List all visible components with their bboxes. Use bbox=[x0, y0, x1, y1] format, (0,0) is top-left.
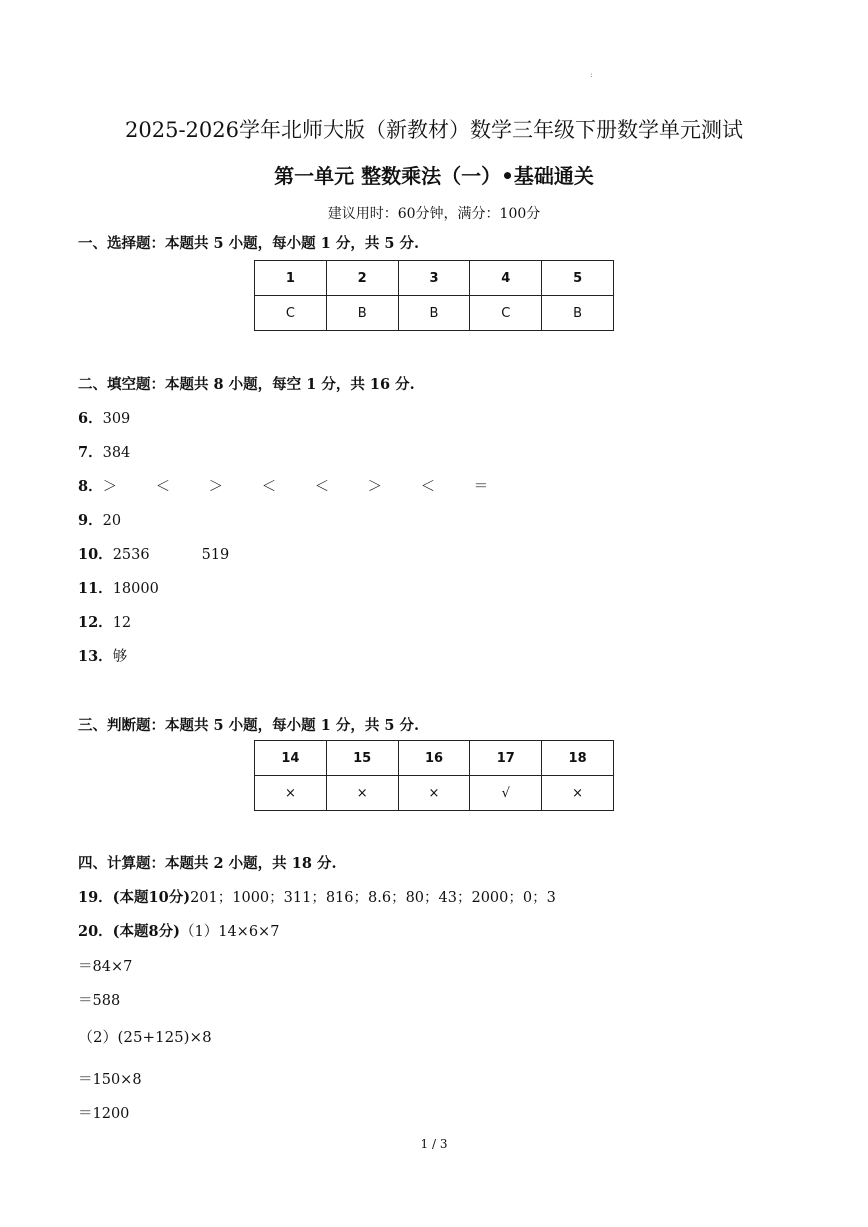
table-answer-cell: × bbox=[255, 776, 327, 811]
comparison-symbol: ＜ bbox=[314, 479, 330, 495]
comparison-symbol: ＞ bbox=[208, 479, 224, 495]
calc-step: ＝150×8 bbox=[78, 1072, 142, 1088]
calc-step: （2）(25+125)×8 bbox=[78, 1028, 212, 1046]
answer-line-11 bbox=[78, 577, 159, 598]
calc-step: ＝588 bbox=[78, 993, 121, 1009]
answer-text: 20 bbox=[102, 513, 122, 529]
table-answer-row bbox=[255, 776, 614, 811]
page-title: 2025-2026学年北师大版（新教材）数学三年级下册数学单元测试 bbox=[125, 118, 743, 142]
answer-line-6 bbox=[78, 407, 130, 428]
question-number: 12． bbox=[78, 614, 113, 631]
answer-line-9 bbox=[78, 509, 121, 530]
table-answer-cell: B bbox=[398, 296, 470, 331]
table-header-cell: 16 bbox=[398, 741, 470, 776]
comparison-symbol: ＜ bbox=[420, 479, 436, 495]
comparison-symbol: ＝ bbox=[473, 479, 489, 495]
table-answer-cell: × bbox=[326, 776, 398, 811]
comparison-symbol: ＞ bbox=[367, 479, 383, 495]
comparison-symbol: ＞ bbox=[102, 479, 118, 495]
section-1-heading: 一、选择题：本题共 5 小题，每小题 1 分，共 5 分. bbox=[78, 235, 420, 252]
table-header-cell: 18 bbox=[542, 741, 614, 776]
question-number: 9． bbox=[78, 512, 103, 529]
table-header-cell: 3 bbox=[398, 261, 470, 296]
table-header-cell: 15 bbox=[326, 741, 398, 776]
answer-text: 519 bbox=[201, 547, 230, 563]
table-header-cell: 4 bbox=[470, 261, 542, 296]
table-answer-cell: B bbox=[326, 296, 398, 331]
comparison-symbol: ＜ bbox=[261, 479, 277, 495]
answer-line-12 bbox=[78, 611, 131, 632]
answer-text: 384 bbox=[102, 445, 131, 461]
table-answer-cell: × bbox=[542, 776, 614, 811]
answer-text: 201；1000；311；816；8.6；80；43；2000；0；3 bbox=[190, 890, 556, 906]
page-number: 1 / 3 bbox=[420, 1137, 448, 1151]
table-header-row bbox=[255, 741, 614, 776]
page-subtitle: 第一单元 整数乘法（一）•基础通关 bbox=[274, 164, 594, 188]
corner-mark: : bbox=[590, 70, 593, 79]
table-header-row bbox=[255, 261, 614, 296]
question-number: 6． bbox=[78, 410, 103, 427]
table-header-cell: 1 bbox=[255, 261, 327, 296]
question-label: 19．(本题10分) bbox=[78, 889, 191, 906]
table-header-cell: 17 bbox=[470, 741, 542, 776]
answer-text: 309 bbox=[102, 411, 131, 427]
answer-line-7 bbox=[78, 441, 130, 462]
question-number: 7． bbox=[78, 444, 103, 461]
table-answer-cell: C bbox=[255, 296, 327, 331]
section-1-answer-table bbox=[254, 260, 614, 331]
answer-text: 12 bbox=[112, 615, 132, 631]
table-answer-cell: C bbox=[470, 296, 542, 331]
answer-text: 18000 bbox=[112, 581, 159, 597]
comparison-symbol: ＜ bbox=[155, 479, 171, 495]
exam-info: 建议用时：60分钟，满分：100分 bbox=[327, 206, 541, 222]
table-answer-cell: B bbox=[542, 296, 614, 331]
question-number: 11． bbox=[78, 580, 113, 597]
section-4-heading: 四、计算题：本题共 2 小题，共 18 分. bbox=[78, 855, 337, 872]
question-number: 10． bbox=[78, 546, 113, 563]
table-answer-row bbox=[255, 296, 614, 331]
section-3-answer-table bbox=[254, 740, 614, 811]
answer-line-10 bbox=[78, 543, 229, 564]
answer-line-13 bbox=[78, 645, 127, 666]
calc-step: ＝1200 bbox=[78, 1106, 130, 1122]
question-number: 8． bbox=[78, 478, 103, 495]
table-header-cell: 2 bbox=[326, 261, 398, 296]
answer-text: （1）14×6×7 bbox=[180, 924, 280, 940]
answer-line-20 bbox=[78, 920, 279, 941]
question-label: 20．(本题8分) bbox=[78, 923, 180, 940]
section-3-heading: 三、判断题：本题共 5 小题，每小题 1 分，共 5 分. bbox=[78, 717, 420, 734]
table-answer-cell: × bbox=[398, 776, 470, 811]
answer-line-19 bbox=[78, 886, 556, 907]
question-number: 13． bbox=[78, 648, 113, 665]
answer-text: 够 bbox=[112, 649, 128, 665]
table-header-cell: 5 bbox=[542, 261, 614, 296]
table-answer-cell: √ bbox=[470, 776, 542, 811]
answer-line-8 bbox=[78, 475, 527, 496]
answer-text: 2536 bbox=[112, 547, 150, 563]
section-2-heading: 二、填空题：本题共 8 小题，每空 1 分，共 16 分. bbox=[78, 376, 415, 393]
table-header-cell: 14 bbox=[255, 741, 327, 776]
calc-step: ＝84×7 bbox=[78, 959, 133, 975]
